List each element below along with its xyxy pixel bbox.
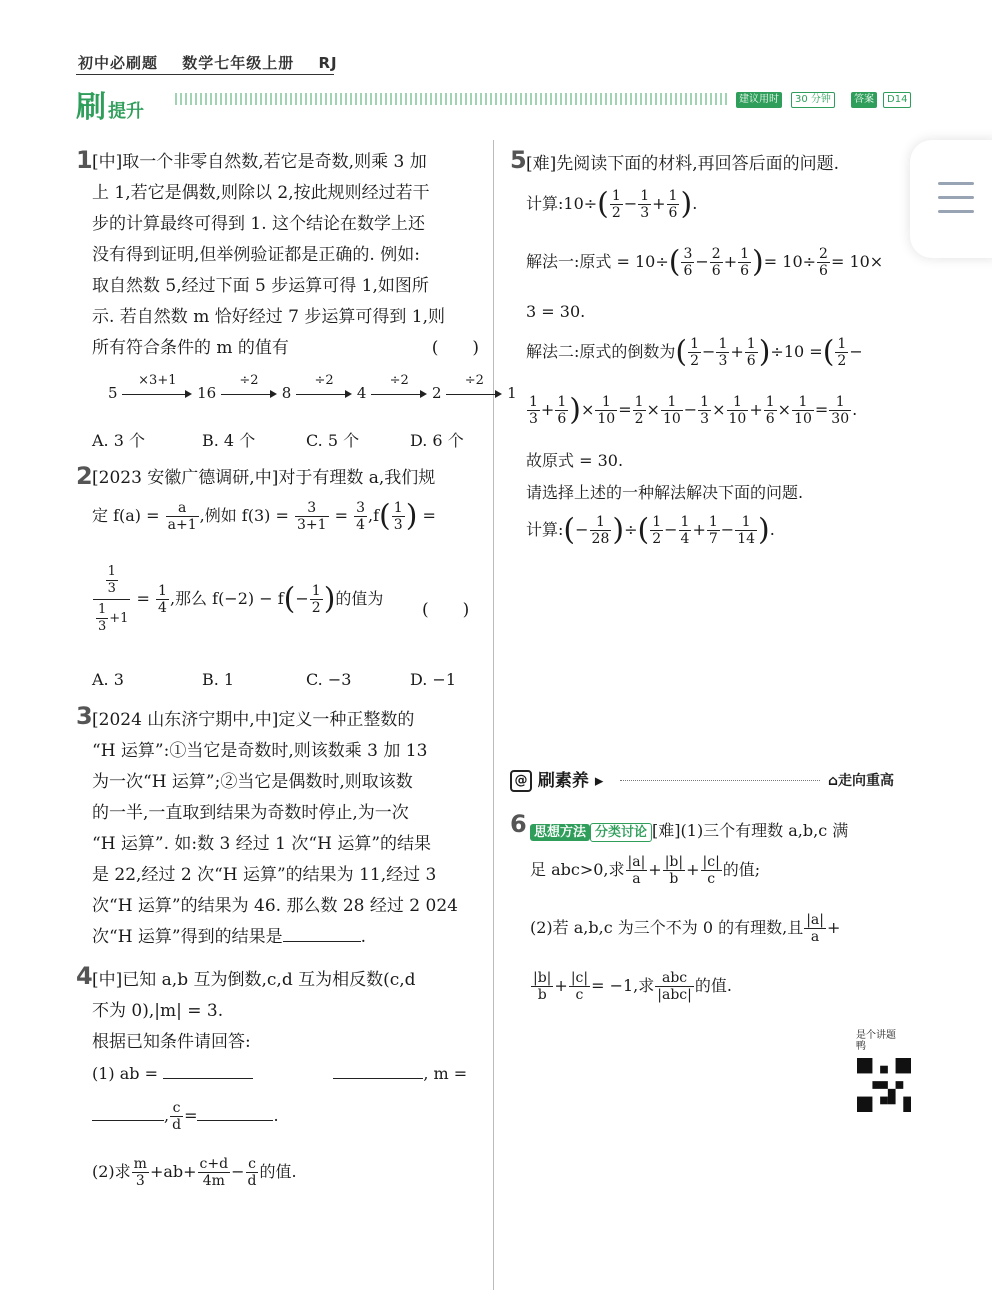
q4-line: [中]已知 a,b 互为倒数,c,d 互为相反数(c,d: [92, 970, 416, 990]
option-c: C. 5 个: [306, 431, 360, 450]
denominator: d: [172, 1117, 182, 1133]
option-d: D. 6 个: [410, 431, 464, 450]
fraction: [392, 500, 405, 533]
fraction: [663, 854, 685, 887]
denominator: 10: [662, 411, 681, 427]
fraction: [638, 188, 651, 221]
denominator: 30: [831, 411, 850, 427]
numerator: abc: [655, 970, 694, 987]
question-3: [92, 710, 487, 947]
denominator: 3: [98, 619, 107, 634]
header-rule: [76, 74, 334, 75]
denominator: 4: [356, 517, 366, 533]
q5-m1-mid: = 10÷: [763, 252, 817, 271]
paren-close: ): [680, 186, 693, 222]
denominator: 2: [652, 531, 662, 547]
numerator: 1: [611, 188, 621, 204]
equals: =: [422, 506, 436, 525]
denominator: 2: [837, 353, 847, 369]
fraction: [198, 1156, 231, 1189]
fraction: [310, 583, 323, 616]
denominator: 3: [529, 411, 538, 427]
q1-line: 步的计算最终可得到 1. 这个结论在数学上还: [92, 214, 426, 234]
denominator: 2: [311, 600, 321, 616]
option-a: A. 3 个: [92, 431, 145, 450]
equals: =: [136, 589, 150, 608]
denominator: 6: [683, 263, 693, 279]
denominator: b: [669, 871, 679, 887]
fraction: [792, 394, 814, 427]
denominator: a: [810, 929, 820, 945]
numerator: 1: [652, 514, 662, 530]
answer-label: 答案: [851, 92, 877, 108]
fraction: [295, 500, 329, 533]
denominator: c: [707, 871, 716, 887]
fraction: [764, 394, 777, 427]
q5-method2-cont: $\frac{1}{3}$ + $\frac{1}{6}$ )× $\frac{1}{10}$ = $\frac{1}{2}$ × $\frac{1}{10}$ − $\frac{1}{3}$ × $\frac{1}{10}$ + $\frac{1}{6}$ × $\frac{1}{10}$ = $\frac{1}{30}$ .: [529, 392, 858, 428]
answer-page: D14: [883, 92, 911, 108]
numerator: 1: [700, 394, 710, 410]
numerator: 3: [356, 500, 366, 516]
denominator: 6: [740, 263, 750, 279]
op-label: ÷2: [389, 373, 409, 388]
compound-fraction: [93, 562, 130, 637]
paren-close: ): [758, 334, 771, 370]
seq-value: 5: [108, 384, 118, 402]
q6-line2-tail: 的值;: [722, 860, 761, 879]
operation-sequence: [108, 373, 517, 402]
numerator: a: [166, 500, 199, 517]
q6-line4-tail: 的值.: [694, 976, 732, 995]
brand-small: 提升: [108, 101, 144, 122]
q4-line: 不为 0),|m| = 3.: [92, 1001, 224, 1021]
numerator: 1: [107, 564, 116, 579]
denominator: d: [247, 1173, 257, 1189]
numerator: 1: [311, 583, 321, 599]
fraction: [727, 394, 749, 427]
denominator: 3: [135, 1173, 145, 1189]
q3-line: 为一次“H 运算”;②当它是偶数时,则取该数: [92, 772, 413, 792]
fraction: [745, 336, 758, 369]
seq-value: 4: [356, 384, 367, 402]
op-label: ÷2: [239, 373, 259, 388]
q5-m2-mid: ÷10 =: [770, 342, 823, 361]
fraction: [569, 970, 590, 1003]
numerator: |c|: [570, 970, 589, 986]
q5-calc: 计算:10÷( $\frac{1}{2}$ − $\frac{1}{3}$ + $\frac{1}{6}$ ).: [526, 186, 698, 222]
answer-blank[interactable]: [333, 1064, 423, 1079]
q5-m1-label: 解法一:原式 = 10÷: [526, 252, 669, 271]
paren-open: (: [597, 186, 609, 222]
building-icon: ⌂: [828, 773, 839, 789]
fraction: [166, 500, 199, 533]
qr-code-icon[interactable]: [856, 1058, 912, 1112]
numerator: 1: [595, 394, 617, 411]
q6-line2: 足 abc>0,求 $\frac{|a|}{a}$ + $\frac{|b|}{b}$ + $\frac{|c|}{c}$ 的值;: [530, 854, 761, 887]
numerator: 1: [557, 394, 567, 410]
q3-line: 次“H 运算”的结果为 46. 那么数 28 经过 2 024: [92, 896, 458, 916]
section-icon: @: [510, 770, 532, 792]
brand-logo: [76, 82, 144, 126]
time-value: 30 分钟: [791, 92, 835, 108]
q4-p2-mid: +ab+: [149, 1162, 197, 1181]
arrow: [296, 373, 352, 399]
paren-close: ): [752, 244, 764, 280]
q3-line: 的一半,一直取到结果为奇数时停止,为一次: [92, 803, 409, 823]
numerator: c: [246, 1156, 259, 1173]
q6-line1-text: [难](1)三个有理数 a,b,c 满: [652, 821, 849, 840]
q4-part1-cont: , $\frac{c}{d}$ = .: [92, 1100, 279, 1133]
numerator: [93, 562, 130, 600]
f-label: ,f: [368, 506, 380, 525]
numerator: |a|: [806, 912, 824, 928]
category-chip: 分类讨论: [590, 823, 652, 842]
answer-blank[interactable]: [92, 1106, 164, 1121]
numerator: 1: [718, 336, 728, 352]
q6-line1: [530, 818, 848, 841]
denominator: 3: [718, 353, 728, 369]
fraction: [633, 394, 646, 427]
q3-line: [2024 山东济宁期中,中]定义一种正整数的: [92, 710, 415, 730]
option-b: B. 1: [202, 670, 235, 689]
denominator: a: [632, 871, 641, 887]
column-divider: [493, 140, 494, 1290]
fraction: [354, 500, 367, 533]
fraction: [817, 246, 830, 279]
question-number: 4: [76, 962, 93, 990]
denominator: b: [537, 987, 547, 1003]
paren-open: (: [283, 581, 296, 617]
numerator: 1: [661, 394, 683, 411]
minus: −: [231, 1162, 245, 1181]
paren-close: ): [405, 498, 418, 534]
numerator: 1: [765, 394, 775, 410]
question-number: 5: [510, 146, 527, 174]
fraction: [650, 514, 663, 547]
paren-close: ): [323, 581, 336, 617]
numerator: c: [170, 1100, 183, 1117]
fraction: [626, 854, 648, 887]
section-right: [828, 770, 894, 790]
numerator: 1: [829, 394, 851, 411]
question-number: 3: [76, 702, 93, 730]
q2-line: [2023 安徽广德调研,中]对于有理数 a,我们规: [92, 468, 436, 488]
denominator: a+1: [167, 517, 197, 533]
question-number: 2: [76, 462, 93, 490]
q4-p1-prefix: (1) ab =: [92, 1064, 159, 1083]
denominator: 10: [794, 411, 812, 427]
numerator: 1: [746, 336, 756, 352]
plus-one: +1: [109, 611, 129, 626]
numerator: m: [133, 1156, 147, 1172]
fraction: [156, 583, 169, 616]
menu-icon-bar: [938, 210, 974, 213]
section-title: @ 刷素养 ▸: [510, 766, 603, 792]
numerator: 1: [158, 583, 167, 599]
section-dots: [620, 780, 820, 781]
q1-line: 上 1,若它是偶数,则除以 2,按此规则经过若干: [92, 183, 430, 203]
paren-open: (: [822, 334, 835, 370]
denominator: 14: [737, 531, 756, 547]
q4-p2-tail: 的值.: [259, 1162, 297, 1181]
denominator: 3: [700, 411, 710, 427]
fraction: [531, 970, 553, 1003]
numerator: |c|: [702, 854, 720, 870]
fraction: [106, 564, 118, 597]
denominator: 28: [591, 531, 610, 547]
seq-value: 16: [197, 384, 217, 402]
denominator: 3: [393, 517, 403, 533]
denominator: 6: [557, 411, 567, 427]
time-label: 建议用时: [736, 92, 782, 108]
q1-line: [中]取一个非零自然数,若它是奇数,则乘 3 加: [92, 152, 427, 172]
fraction: [698, 394, 711, 427]
seq-value: 2: [431, 384, 442, 402]
denominator: 4: [158, 600, 167, 616]
question-1: [92, 152, 487, 358]
option-a: A. 3: [92, 670, 124, 689]
numerator: |b|: [533, 970, 552, 986]
paren-open: (: [668, 244, 681, 280]
q6-line4-mid: = −1,求: [591, 976, 655, 995]
subject-title: 数学七年级上册: [182, 54, 295, 72]
numerator: 1: [740, 246, 750, 262]
numerator: 1: [708, 514, 718, 530]
numerator: 1: [690, 336, 700, 352]
fraction: [661, 394, 683, 427]
denominator: 6: [746, 353, 756, 369]
q5-intro: [难]先阅读下面的材料,再回答后面的问题.: [526, 154, 840, 174]
brand-big: 刷: [76, 90, 106, 125]
question-number: 1: [76, 146, 93, 174]
arrow: [122, 373, 192, 399]
fraction: [738, 246, 751, 279]
numerator: 1: [529, 394, 538, 410]
fraction: [710, 246, 723, 279]
q3-line: “H 运算”. 如:数 3 经过 1 次“H 运算”的结果: [92, 834, 432, 854]
fraction: [679, 514, 692, 547]
fraction: [595, 394, 617, 427]
series-title: 初中必刷题: [78, 54, 159, 72]
arrow: [446, 373, 502, 399]
q6-line3-text: (2)若 a,b,c 为三个不为 0 的有理数,且: [530, 918, 804, 937]
op-label: ÷2: [464, 373, 484, 388]
q6-line2-prefix: 足 abc>0,求: [530, 860, 625, 879]
numerator: 3: [683, 246, 693, 262]
fraction: [555, 394, 568, 427]
section-title-text: 刷素养: [537, 771, 589, 791]
denominator: 3: [107, 581, 116, 596]
fraction: [132, 1156, 149, 1189]
fraction: [655, 970, 694, 1003]
q3-last-text: 次“H 运算”得到的结果是: [92, 927, 283, 947]
denominator: c: [575, 987, 584, 1003]
fraction: [688, 336, 701, 369]
equals: =: [334, 506, 349, 525]
q5-instruction: 请选择上述的一种解法解决下面的问题.: [526, 483, 804, 502]
paren-close: ): [569, 392, 581, 428]
q5-m2-label: 解法二:原式的倒数为: [526, 342, 676, 361]
numerator: 1: [590, 514, 612, 531]
paren-open: (: [379, 498, 391, 534]
q5-conclusion: 故原式 = 30.: [526, 451, 624, 470]
op-label: ×3+1: [138, 373, 177, 388]
q1-line: [92, 338, 487, 358]
q3-line: “H 运算”:①当它是奇数时,则该数乘 3 加 13: [92, 741, 428, 761]
denominator: 7: [708, 531, 718, 547]
denominator: 2: [611, 205, 621, 221]
numerator: 1: [792, 394, 814, 411]
denominator: 6: [711, 263, 721, 279]
fraction: [610, 188, 623, 221]
q2-continued: $\frac{1}{3}$ $\frac{1}{3}$ +1 = $\frac{1}{4}$ ,那么 f(−2) − f(− $\frac{1}{2}$ )的值为: [92, 562, 383, 637]
numerator: 2: [819, 246, 828, 262]
q1-line: 示. 若自然数 m 恰好经过 7 步运算可得到 1,则: [92, 307, 445, 327]
fraction: [716, 336, 729, 369]
q4-part2: [92, 1156, 297, 1189]
numerator: 1: [393, 500, 403, 516]
fraction: [246, 1156, 259, 1189]
denominator: |abc|: [657, 987, 692, 1003]
qr-label: 是个讲题鸭: [856, 1030, 896, 1052]
section-right-text: 走向重高: [838, 773, 895, 789]
q2-definition: [92, 500, 436, 533]
menu-button[interactable]: [910, 140, 992, 258]
fraction: [527, 394, 540, 427]
arrow: [371, 373, 427, 399]
denominator: 6: [819, 263, 828, 279]
fraction: [735, 514, 757, 547]
q5-calc-label: 计算:10÷: [526, 194, 598, 213]
paren-open: (: [675, 334, 688, 370]
question-4: [92, 970, 487, 1052]
seq-value: 8: [281, 384, 292, 402]
q4-p1-m: , m =: [423, 1064, 468, 1083]
numerator: 1: [680, 514, 690, 530]
fraction: [835, 336, 848, 369]
numerator: 1: [837, 336, 847, 352]
q1-line: 取自然数 5,经过下面 5 步运算可得 1,如图所: [92, 276, 429, 296]
numerator: 1: [640, 188, 650, 204]
q1-last-line: 所有符合条件的 m 的值有: [92, 338, 289, 358]
answer-paren: ( ): [431, 338, 479, 358]
fraction: [804, 912, 826, 945]
q1-line: 没有得到证明,但举例验证都是正确的. 例如:: [92, 245, 420, 265]
fraction: [681, 246, 694, 279]
numerator: 1: [634, 394, 644, 410]
answer-blank[interactable]: [197, 1106, 273, 1121]
q2-example-text: ,例如 f(3) =: [199, 506, 289, 525]
fraction: [829, 394, 851, 427]
q5-m1-tail: = 10×: [830, 252, 884, 271]
q5-task-label: 计算:: [526, 520, 564, 539]
numerator: 2: [711, 246, 721, 262]
denominator: 4m: [202, 1173, 225, 1189]
numerator: 1: [98, 602, 107, 617]
answer-paren: ( ): [422, 600, 470, 620]
q5-task: 计算:(− $\frac{1}{28}$ )÷( $\frac{1}{2}$ − $\frac{1}{4}$ + $\frac{1}{7}$ − $\frac{1}{14}$ ).: [526, 512, 775, 548]
denominator: 3: [640, 205, 650, 221]
op-label: ÷2: [314, 373, 334, 388]
numerator: 1: [735, 514, 757, 531]
fraction: [667, 188, 680, 221]
q4-line: 根据已知条件请回答:: [92, 1032, 251, 1052]
q2-tail: ,那么 f(−2) − f: [169, 589, 284, 608]
fraction: [590, 514, 612, 547]
denominator: 2: [690, 353, 700, 369]
q4-p2-prefix: (2)求: [92, 1162, 131, 1181]
denominator: 6: [765, 411, 775, 427]
q4-part1: [92, 1064, 467, 1083]
paren-open: (: [637, 512, 650, 548]
q5-method1: 解法一:原式 = 10÷( $\frac{3}{6}$ − $\frac{2}{6}$ + $\frac{1}{6}$ )= 10÷ $\frac{2}{6}$ = 10×: [526, 244, 884, 280]
denominator: [93, 600, 130, 637]
denominator: 2: [634, 411, 644, 427]
denominator: 3+1: [296, 517, 327, 533]
q2-tail2: 的值为: [335, 589, 384, 608]
answer-blank[interactable]: [163, 1064, 253, 1079]
edition-label: RJ: [318, 54, 338, 72]
option-b: B. 4 个: [202, 431, 256, 450]
numerator: |a|: [627, 854, 646, 870]
menu-icon-bar: [938, 182, 974, 185]
decorative-stripes: [175, 93, 727, 105]
seq-value: 1: [507, 384, 517, 402]
fraction: [701, 854, 722, 887]
option-c: C. −3: [306, 670, 352, 689]
fraction: [170, 1100, 183, 1133]
menu-icon-bar: [938, 196, 974, 199]
q3-line: 是 22,经过 2 次“H 运算”的结果为 11,经过 3: [92, 865, 437, 885]
fraction: [707, 514, 720, 547]
paren-close: ): [758, 512, 770, 548]
q6-line3: (2)若 a,b,c 为三个不为 0 的有理数,且 $\frac{|a|}{a}$ +: [530, 912, 841, 945]
denominator: 6: [668, 205, 678, 221]
arrow: [221, 373, 277, 399]
numerator: 1: [668, 188, 678, 204]
q2-def-prefix: 定 f(a) =: [92, 506, 160, 525]
numerator: 3: [295, 500, 329, 517]
denominator: 4: [680, 531, 690, 547]
q6-line4: $\frac{|b|}{b}$ + $\frac{|c|}{c}$ = −1,求 $\frac{\text{abc}}{\text{|abc|}}$ 的值.: [533, 970, 732, 1003]
numerator: |b|: [664, 854, 684, 870]
answer-blank[interactable]: [283, 927, 361, 942]
q3-last-line: 次“H 运算”得到的结果是 .: [92, 927, 367, 947]
numerator: c+d: [199, 1156, 229, 1172]
question-number: 6: [510, 810, 527, 838]
denominator: 10: [597, 411, 616, 427]
book-header: [78, 52, 356, 73]
paren-close: ): [612, 512, 625, 548]
q5-method2: 解法二:原式的倒数为( $\frac{1}{2}$ − $\frac{1}{3}$ + $\frac{1}{6}$ )÷10 =( $\frac{1}{2}$ −: [526, 334, 863, 370]
fraction: [96, 602, 108, 635]
numerator: 1: [727, 394, 749, 411]
option-d: D. −1: [410, 670, 457, 689]
q5-method1-cont: 3 = 30.: [526, 302, 586, 321]
denominator: 10: [728, 411, 747, 427]
paren-open: (: [563, 512, 576, 548]
method-chip: 思想方法: [530, 824, 590, 841]
